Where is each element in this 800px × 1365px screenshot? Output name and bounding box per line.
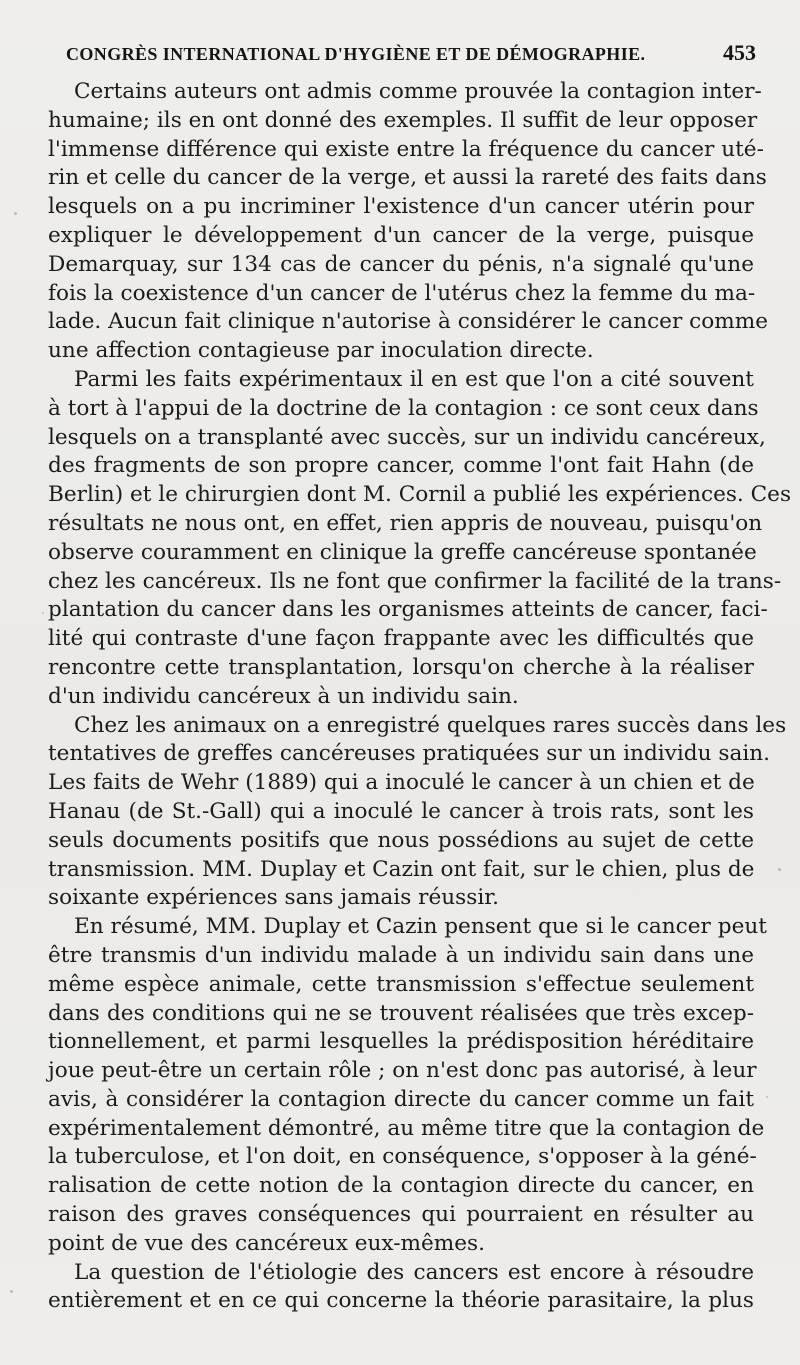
scan-speck — [778, 868, 781, 871]
text-line: avis, à considérer la contagion directe du cancer comme un fait — [48, 1086, 754, 1112]
scan-speck — [10, 1290, 13, 1293]
text-line: fois la coexistence d'un cancer de l'utérus chez la femme du ma- — [48, 280, 756, 306]
text-line: tionnellement, et parmi lesquelles la prédisposition héréditaire — [48, 1029, 754, 1055]
text-line: observe couramment en clinique la greffe cancéreuse spontanée — [48, 539, 757, 565]
text-line: humaine; ils en ont donné des exemples. Il suffit de leur opposer — [48, 107, 758, 133]
scan-speck — [14, 212, 17, 215]
text-line: Demarquay, sur 134 cas de cancer du pénis, n'a signalé qu'une — [48, 251, 754, 277]
paragraph-3 — [48, 712, 787, 914]
text-line: Berlin) et le chirurgien dont M. Cornil a publié les expériences. Ces — [48, 482, 792, 508]
text-line: Hanau (de St.-Gall) qui a inoculé le cancer à trois rats, sont les — [48, 798, 754, 824]
text-line: résultats ne nous ont, en effet, rien appris de nouveau, puisqu'on — [48, 510, 763, 536]
text-line: entièrement et en ce qui concerne la théorie parasitaire, la plus — [48, 1288, 754, 1314]
text-line: même espèce animale, cette transmission s'effectue seulement — [48, 971, 754, 997]
text-line: soixante expériences sans jamais réussir. — [48, 885, 500, 911]
paragraph-2 — [48, 366, 792, 712]
text-line: transmission. MM. Duplay et Cazin ont fait, sur le chien, plus de — [48, 856, 755, 882]
text-line: La question de l'étiologie des cancers est encore à résoudre — [74, 1259, 754, 1285]
text-line: à tort à l'appui de la doctrine de la contagion : ce sont ceux dans — [48, 395, 759, 421]
text-line: des fragments de son propre cancer, comme l'ont fait Hahn (de — [48, 453, 754, 479]
text-line: plantation du cancer dans les organismes atteints de cancer, faci- — [48, 597, 768, 623]
text-line: rencontre cette transplantation, lorsqu'on cherche à la réaliser — [48, 654, 754, 680]
text-line: joue peut-être un certain rôle ; on n'est donc pas autorisé, à leur — [48, 1058, 757, 1084]
text-line: seuls documents positifs que nous possédions au sujet de cette — [48, 827, 754, 853]
page-number: 453 — [723, 40, 756, 65]
paragraph-5 — [48, 1259, 754, 1317]
text-line: ralisation de cette notion de la contagion directe du cancer, en — [48, 1173, 754, 1199]
running-head: CONGRÈS INTERNATIONAL D'HYGIÈNE ET DE DÉMOGRAPHIE. — [66, 44, 646, 64]
text-line: Les faits de Wehr (1889) qui a inoculé le cancer à un chien et de — [48, 770, 755, 796]
text-line: lade. Aucun fait clinique n'autorise à considérer le cancer comme — [48, 309, 768, 335]
text-line: chez les cancéreux. Ils ne font que confirmer la facilité de la trans- — [48, 568, 782, 594]
text-line: En résumé, MM. Duplay et Cazin pensent que si le cancer peut — [74, 914, 767, 940]
text-line: l'immense différence qui existe entre la fréquence du cancer uté- — [48, 136, 764, 162]
paragraph-4 — [48, 913, 767, 1259]
text-line: expérimentalement démontré, au même titre que la contagion de — [48, 1115, 765, 1141]
text-line: expliquer le développement d'un cancer de la verge, puisque — [48, 222, 754, 248]
text-line: une affection contagieuse par inoculation directe. — [48, 338, 594, 364]
text-line: être transmis d'un individu malade à un individu sain dans une — [48, 942, 754, 968]
body-text — [48, 78, 792, 1316]
text-line: la tuberculose, et l'on doit, en conséquence, s'opposer à la géné- — [48, 1144, 757, 1170]
text-line: dans des conditions qui ne se trouvent réalisées que très excep- — [48, 1000, 754, 1026]
paragraph-1 — [48, 78, 768, 366]
page-header — [66, 40, 756, 70]
text-line: point de vue des cancéreux eux-mêmes. — [48, 1230, 485, 1256]
text-line: lesquels on a transplanté avec succès, sur un individu cancéreux, — [48, 424, 766, 450]
text-line: lesquels on a pu incriminer l'existence d'un cancer utérin pour — [48, 194, 754, 220]
text-line: d'un individu cancéreux à un individu sain. — [48, 683, 519, 709]
text-line: tentatives de greffes cancéreuses pratiquées sur un individu sain. — [48, 741, 771, 767]
text-line: rin et celle du cancer de la verge, et aussi la rareté des faits dans — [48, 165, 767, 191]
scan-speck — [42, 612, 44, 614]
text-line: Parmi les faits expérimentaux il en est que l'on a cité souvent — [74, 366, 754, 392]
text-line: lité qui contraste d'une façon frappante avec les difficultés que — [48, 626, 754, 652]
text-line: Certains auteurs ont admis comme prouvée la contagion inter- — [74, 79, 762, 104]
text-line: raison des graves conséquences qui pourraient en résulter au — [48, 1202, 754, 1228]
scan-speck — [766, 1096, 768, 1098]
text-line: Chez les animaux on a enregistré quelques rares succès dans les — [74, 712, 787, 738]
